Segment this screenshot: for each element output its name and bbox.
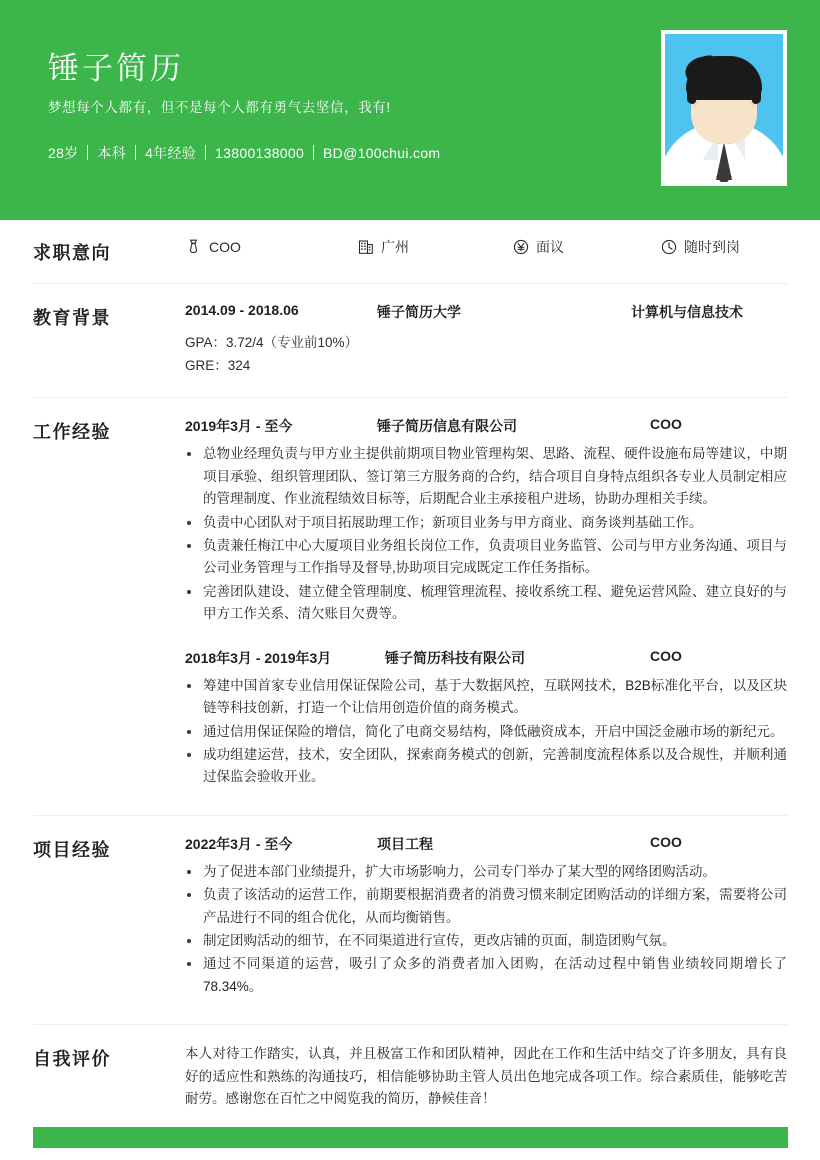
education-date: 2014.09 - 2018.06 — [185, 302, 299, 318]
avatar-tie-tip — [716, 176, 732, 182]
self-evaluation-body — [185, 1043, 787, 1110]
candidate-name: 锤子简历 — [48, 51, 184, 86]
intent-location — [357, 237, 512, 257]
section-self-evaluation — [33, 1025, 787, 1135]
job-intent-body — [185, 237, 787, 265]
work-entry-role: COO — [650, 416, 682, 433]
clock-icon — [660, 239, 677, 256]
work-entry — [185, 648, 787, 789]
job-intent-row — [185, 237, 787, 257]
work-entry-head — [185, 416, 787, 436]
yuan-circle-icon — [512, 239, 529, 256]
section-job-intent — [33, 220, 787, 284]
work-entry-company: 锤子简历科技有限公司 — [385, 649, 525, 666]
list-item: 负责兼任梅江中心大厦项目业务组长岗位工作，负责项目业务监管、公司与甲方业务沟通、项目与公司业务管理与工作指导及督导,协助项目完成既定工作任务指标。 — [185, 535, 787, 580]
list-item: 制定团购活动的细节，在不同渠道进行宣传，更改店铺的页面，制造团购气氛。 — [185, 930, 787, 952]
contact-divider — [87, 145, 88, 160]
intent-availability — [660, 237, 740, 257]
avatar-sideburn-left — [687, 80, 696, 104]
intent-location-value: 广州 — [381, 239, 409, 255]
education-gpa: GPA：3.72/4（专业前10%） — [185, 335, 359, 350]
education-body — [185, 302, 787, 377]
section-project-experience — [33, 816, 787, 1025]
list-item: 通过不同渠道的运营，吸引了众多的消费者加入团购，在活动过程中销售业绩较同期增长了78.34%。 — [185, 953, 787, 998]
work-entry-bullets — [185, 675, 787, 789]
building-icon — [357, 239, 374, 256]
intent-salary — [512, 237, 660, 257]
work-entry-bullets — [185, 443, 787, 625]
avatar — [665, 34, 783, 182]
section-label-project-experience: 项目经验 — [33, 839, 111, 860]
avatar-tie — [716, 142, 732, 180]
candidate-slogan: 梦想每个人都有，但不是每个人都有勇气去坚信，我有! — [48, 100, 391, 116]
contact-experience: 4年经验 — [145, 144, 197, 161]
footer-bar — [33, 1127, 788, 1148]
work-experience-body — [185, 416, 787, 792]
work-entry-head — [185, 648, 787, 668]
resume-header — [0, 0, 820, 220]
contact-line — [48, 143, 608, 163]
necktie-icon — [185, 239, 202, 256]
section-label-education: 教育背景 — [33, 308, 111, 328]
contact-divider — [313, 145, 314, 160]
education-school: 锤子简历大学 — [377, 304, 461, 320]
list-item: 总物业经理负责与甲方业主提供前期项目物业管理构架、思路、流程、硬件设施布局等建议，中期项目承验、组织管理团队、签订第三方服务商的合约，结合项目自身特点组织各专业人员制定相应的管理制度、作业流程绩效目标等，后期配合业主承接租户进场，协助办理相关手续。 — [185, 443, 787, 510]
project-experience-body — [185, 834, 787, 1002]
list-item: 负责了该活动的运营工作，前期要根据消费者的消费习惯来制定团购活动的详细方案，需要将公司产品进行不同的组合优化，从而均衡销售。 — [185, 884, 787, 929]
intent-salary-value: 面议 — [536, 239, 564, 255]
contact-phone: 13800138000 — [215, 144, 305, 161]
work-entry-company: 锤子简历信息有限公司 — [377, 418, 517, 435]
work-entry-date: 2018年3月 - 2019年3月 — [185, 649, 332, 666]
list-item: 成功组建运营，技术，安全团队，探索商务模式的创新，完善制度流程体系以及合规性，并顺利通过保监会验收开业。 — [185, 744, 787, 789]
section-education — [33, 284, 787, 398]
project-entry-bullets — [185, 861, 787, 998]
self-evaluation-text: 本人对待工作踏实，认真，并且极富工作和团队精神，因此在工作和生活中结交了许多朋友，具有良好的适应性和熟练的沟通技巧，相信能够协助主管人员出色地完成各项工作。综合素质佳，能够吃苦耐劳。感谢您在百忙之中阅览我的简历，静候佳音！ — [185, 1046, 787, 1106]
section-work-experience — [33, 398, 787, 815]
project-entry — [185, 834, 787, 998]
intent-availability-value: 随时到岗 — [684, 239, 740, 255]
education-gre: GRE：324 — [185, 358, 251, 374]
list-item: 完善团队建设、建立健全管理制度、梳理管理流程、接收系统工程、避免运营风险、建立良好的与甲方工作关系、清欠账目欠费等。 — [185, 581, 787, 626]
contact-degree: 本科 — [97, 144, 127, 161]
avatar-sideburn-right — [752, 80, 761, 104]
list-item: 通过信用保证保险的增信，简化了电商交易结构，降低融资成本，开启中国泛金融市场的新纪元。 — [185, 721, 787, 743]
project-entry-name: 项目工程 — [377, 835, 433, 852]
contact-divider — [205, 145, 206, 160]
project-entry-date: 2022年3月 - 至今 — [185, 835, 293, 852]
work-entry-role: COO — [650, 647, 682, 664]
avatar-frame — [661, 30, 787, 186]
education-head-row — [185, 302, 787, 322]
contact-divider — [135, 145, 136, 160]
work-entry-date: 2019年3月 - 至今 — [185, 418, 293, 435]
intent-position — [185, 239, 357, 256]
contact-age: 28岁 — [48, 144, 79, 161]
education-major: 计算机与信息技术 — [631, 304, 743, 320]
intent-position-value: COO — [209, 239, 241, 255]
project-entry-head — [185, 834, 787, 854]
list-item: 为了促进本部门业绩提升，扩大市场影响力，公司专门举办了某大型的网络团购活动。 — [185, 861, 787, 883]
list-item: 筹建中国首家专业信用保证保险公司，基于大数据风控，互联网技术，B2B标准化平台，以及区块链等科技创新，打造一个让信用创造价值的商务模式。 — [185, 675, 787, 720]
section-label-job-intent: 求职意向 — [33, 243, 111, 263]
list-item: 负责中心团队对于项目拓展助理工作；新项目业务与甲方商业、商务谈判基础工作。 — [185, 512, 787, 534]
work-entry — [185, 416, 787, 625]
project-entry-role: COO — [650, 833, 682, 850]
header-text-block — [48, 52, 608, 163]
section-label-self-evaluation: 自我评价 — [33, 1049, 111, 1070]
section-label-work-experience: 工作经验 — [33, 422, 111, 443]
contact-email: BD@100chui.com — [323, 144, 441, 161]
resume-content — [0, 220, 820, 1135]
